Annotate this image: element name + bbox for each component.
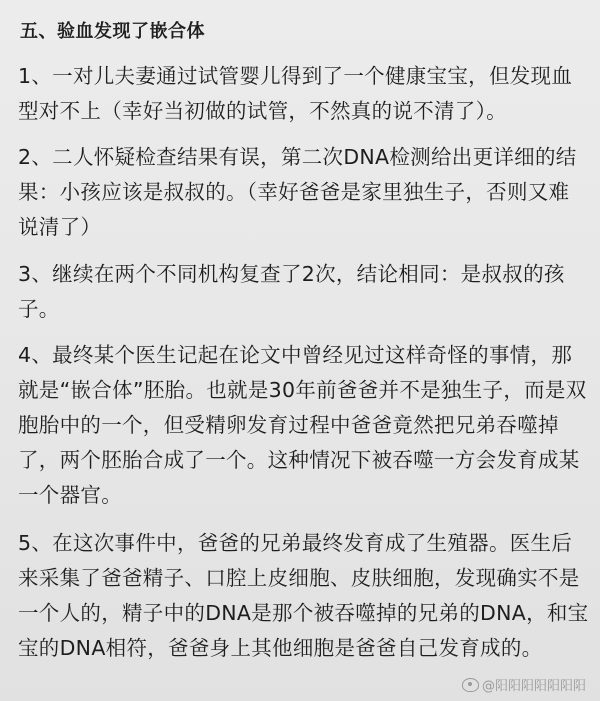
- text-line-16: 宝的DNA相符，爸爸身上其他细胞是爸爸自己发育成的。: [18, 636, 543, 660]
- weibo-icon: [462, 678, 479, 692]
- text-line-15: 一个人的，精子中的DNA是那个被吞噬掉的兄弟的DNA，和宝: [18, 601, 589, 625]
- section-heading: 五、验血发现了嵌合体: [20, 21, 205, 42]
- text-line-2: 型对不上（幸好当初做的试管，不然真的说不清了）。: [18, 99, 507, 123]
- text-line-11: 了，两个胚胎合成了一个。这种情况下被吞噬一方会发育成某: [18, 448, 580, 472]
- watermark: [462, 678, 586, 696]
- text-line-1: 1、一对儿夫妻通过试管婴儿得到了一个健康宝宝，但发现血: [18, 64, 573, 88]
- text-line-8: 4、最终某个医生记起在论文中曾经见过这样奇怪的事情，那: [18, 343, 573, 367]
- watermark-text: @阳阳阳阳阳阳阳: [481, 679, 586, 694]
- text-line-6: 3、继续在两个不同机构复查了2次，结论相同：是叔叔的孩: [18, 262, 565, 286]
- text-line-4: 果：小孩应该是叔叔的。（幸好爸爸是家里独生子，否则又难: [18, 180, 570, 204]
- text-line-12: 一个器官。: [18, 483, 122, 507]
- text-line-13: 5、在这次事件中，爸爸的兄弟最终发育成了生殖器。医生后: [18, 531, 573, 555]
- text-line-7: 子。: [18, 297, 60, 321]
- text-line-14: 来采集了爸爸精子、口腔上皮细胞、皮肤细胞，发现确实不是: [18, 566, 580, 590]
- text-line-5: 说清了）: [18, 215, 102, 239]
- text-line-9: 就是“嵌合体”胚胎。也就是30年前爸爸并不是独生子，而是双: [18, 378, 587, 402]
- text-line-3: 2、二人怀疑检查结果有误，第二次DNA检测给出更详细的结: [18, 145, 577, 169]
- text-line-10: 胞胎中的一个，但受精卵发育过程中爸爸竟然把兄弟吞噬掉: [18, 413, 559, 437]
